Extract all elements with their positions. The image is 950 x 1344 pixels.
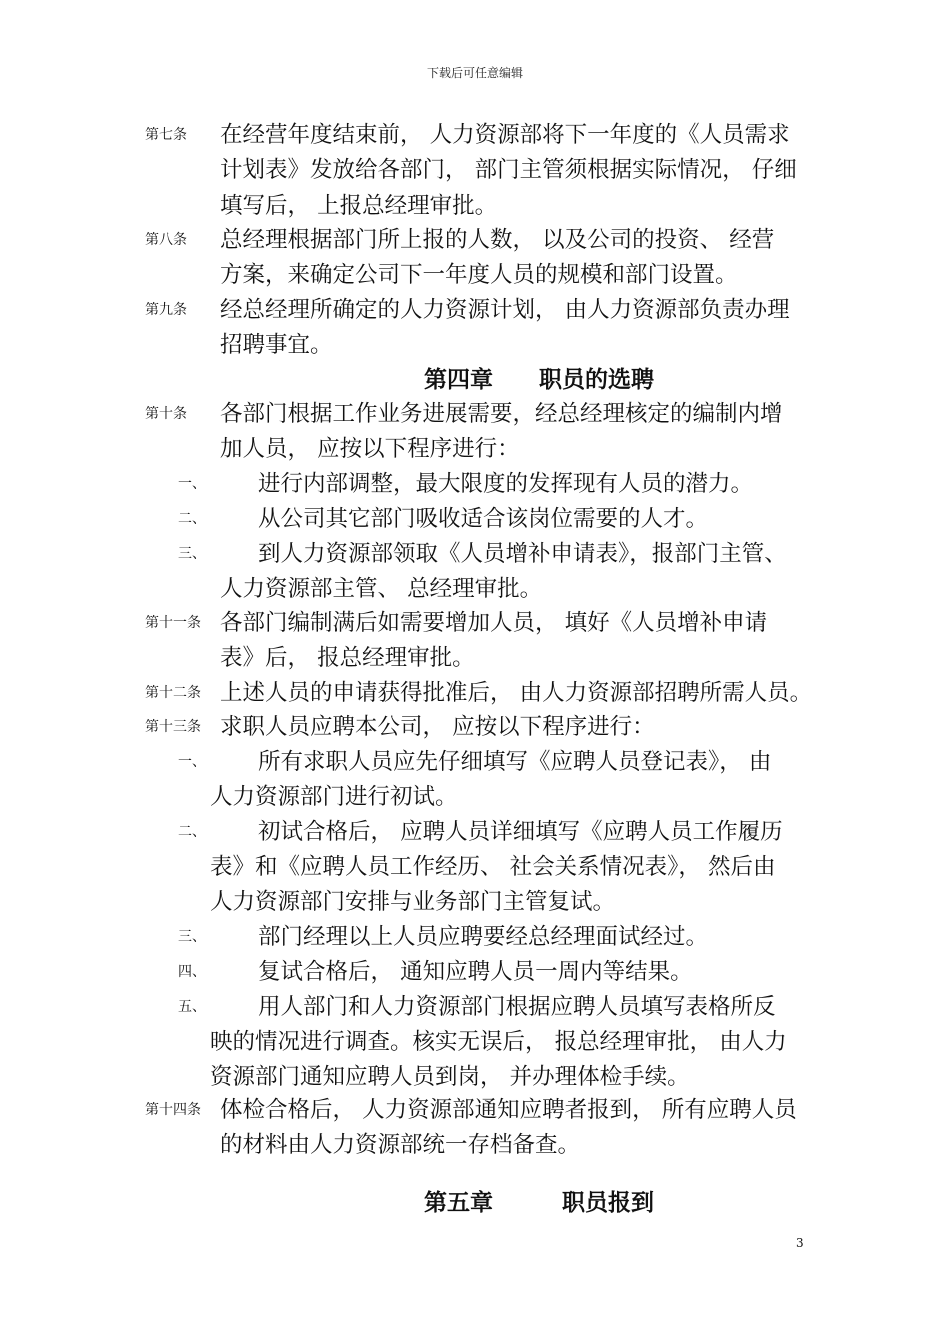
- list-item-text: 复试合格后， 通知应聘人员一周内等结果。: [258, 959, 693, 985]
- chapter-5-number: 第五章: [424, 1190, 493, 1216]
- list-item-number: 一、: [178, 754, 206, 770]
- list-item-text: 从公司其它部门吸收适合该岗位需要的人才。: [258, 506, 709, 532]
- article-11-line: 表》后， 报总经理审批。: [220, 645, 475, 671]
- list-item-number: 二、: [178, 511, 206, 527]
- article-13-line: 求职人员应聘本公司， 应按以下程序进行：: [220, 714, 655, 740]
- list-item-text: 初试合格后， 应聘人员详细填写《应聘人员工作履历: [258, 819, 783, 845]
- list-item-number: 一、: [178, 476, 206, 492]
- article-9-line: 招聘事宜。: [220, 332, 333, 358]
- chapter-5-title: 职员报到: [562, 1190, 654, 1216]
- list-item-text: 人力资源部门进行初试。: [210, 784, 458, 810]
- list-item-text: 人力资源部主管、 总经理审批。: [220, 576, 543, 602]
- article-11-label: 第十一条: [145, 615, 201, 631]
- chapter-4-title: 职员的选聘: [539, 367, 654, 393]
- list-item-text: 部门经理以上人员应聘要经总经理面试经过。: [258, 924, 709, 950]
- article-10-label: 第十条: [145, 406, 187, 422]
- article-12-line: 上述人员的申请获得批准后， 由人力资源部招聘所需人员。: [220, 680, 813, 706]
- list-item-number: 二、: [178, 824, 206, 840]
- list-item-text: 所有求职人员应先仔细填写《应聘人员登记表》， 由: [258, 749, 772, 775]
- article-9-label: 第九条: [145, 302, 187, 318]
- list-item-text: 到人力资源部领取《人员增补申请表》，报部门主管、: [258, 541, 787, 567]
- article-7-line: 计划表》发放给各部门， 部门主管须根据实际情况， 仔细: [220, 157, 797, 183]
- list-item-number: 四、: [178, 964, 206, 980]
- list-item-text: 人力资源部门安排与业务部门主管复试。: [210, 889, 616, 915]
- article-8-line: 总经理根据部门所上报的人数， 以及公司的投资、 经营: [220, 227, 775, 253]
- article-10-line: 各部门根据工作业务进展需要，经总经理核定的编制内增: [220, 401, 783, 427]
- article-8-line: 方案，来确定公司下一年度人员的规模和部门设置。: [220, 262, 738, 288]
- article-7-line: 在经营年度结束前， 人力资源部将下一年度的《人员需求: [220, 122, 790, 148]
- list-item-number: 三、: [178, 546, 206, 562]
- list-item-number: 五、: [178, 999, 206, 1015]
- article-9-line: 经总经理所确定的人力资源计划， 由人力资源部负责办理: [220, 297, 790, 323]
- list-item-text: 表》和《应聘人员工作经历、 社会关系情况表》， 然后由: [210, 854, 776, 880]
- article-11-line: 各部门编制满后如需要增加人员， 填好《人员增补申请: [220, 610, 768, 636]
- chapter-4-number: 第四章: [424, 367, 493, 393]
- page-number: 3: [796, 1236, 804, 1250]
- list-item-text: 用人部门和人力资源部门根据应聘人员填写表格所反: [258, 994, 776, 1020]
- list-item-text: 进行内部调整，最大限度的发挥现有人员的潜力。: [258, 471, 754, 497]
- article-8-label: 第八条: [145, 232, 187, 248]
- article-14-line: 的材料由人力资源部统一存档备查。: [220, 1132, 581, 1158]
- article-12-label: 第十二条: [145, 685, 201, 701]
- list-item-number: 三、: [178, 929, 206, 945]
- list-item-text: 资源部门通知应聘人员到岗， 并办理体检手续。: [210, 1064, 690, 1090]
- article-14-label: 第十四条: [145, 1102, 201, 1118]
- article-7-line: 填写后， 上报总经理审批。: [220, 193, 498, 219]
- list-item-text: 映的情况进行调查。核实无误后， 报总经理审批， 由人力: [210, 1029, 787, 1055]
- article-7-label: 第七条: [145, 127, 187, 143]
- article-13-label: 第十三条: [145, 719, 201, 735]
- page-header: 下载后可任意编辑: [426, 66, 523, 80]
- article-14-line: 体检合格后， 人力资源部通知应聘者报到， 所有应聘人员: [220, 1097, 797, 1123]
- article-10-line: 加人员， 应按以下程序进行：: [220, 436, 520, 462]
